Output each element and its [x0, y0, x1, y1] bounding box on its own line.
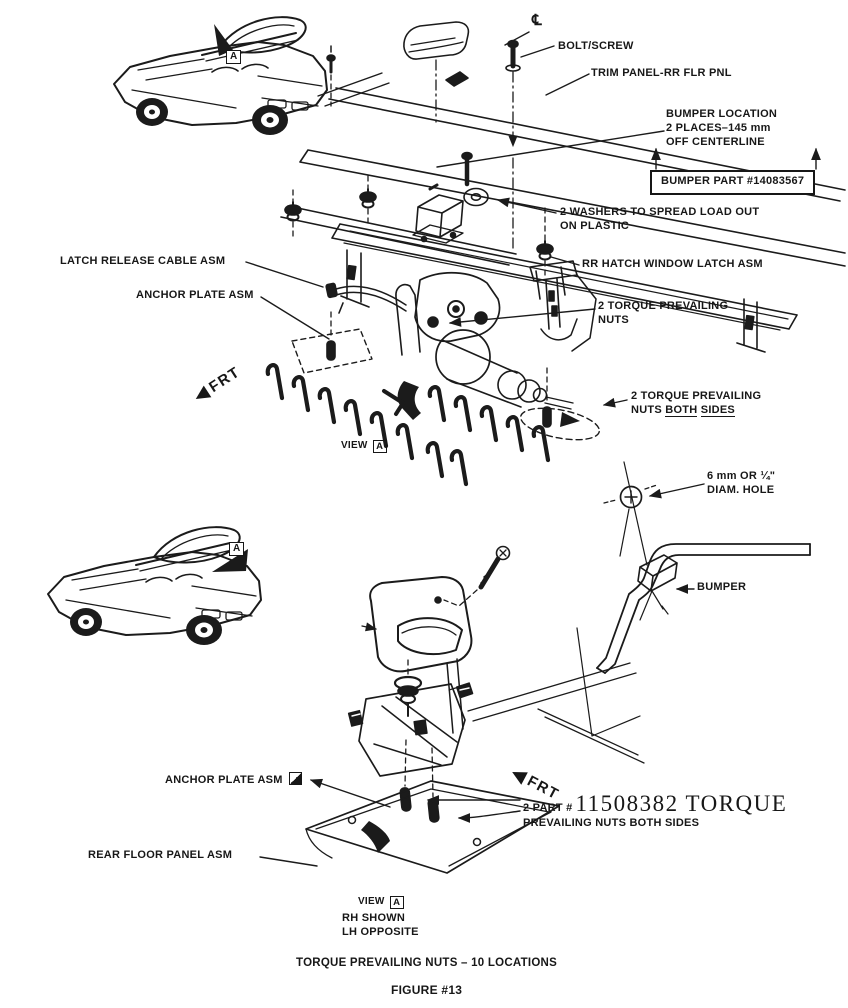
- bolt-screw-label: BOLT/SCREW: [558, 40, 634, 52]
- anchor-plate-callout-icon: [289, 772, 302, 785]
- car-illustration-top: [114, 17, 327, 135]
- view-a-box-bottom: A: [390, 896, 404, 909]
- lh-opposite-label: LH OPPOSITE: [342, 926, 419, 938]
- rh-shown-label: RH SHOWN: [342, 912, 406, 924]
- anchor-plate-label-bottom: ANCHOR PLATE ASM: [165, 772, 302, 788]
- bumper-part-number-box: BUMPER PART #14083567: [650, 170, 815, 195]
- rear-floor-panel-label: REAR FLOOR PANEL ASM: [88, 849, 233, 861]
- frt-direction-top: FRT: [191, 363, 245, 407]
- torque-nuts-label: 2 TORQUE PREVAILING NUTS: [598, 300, 729, 326]
- figure-caption: TORQUE PREVAILING NUTS – 10 LOCATIONS: [296, 957, 558, 969]
- part-number-torque-label: 2 PART # 11508382 TORQUE PREVAILING NUTS BOTH SIDES: [523, 791, 788, 829]
- view-a-caption-bottom: VIEW A: [358, 896, 404, 909]
- trim-panel-label: TRIM PANEL-RR FLR PNL: [591, 67, 732, 79]
- centerline-symbol: ℄: [532, 12, 542, 29]
- diam-hole-label: 6 mm OR ¼" DIAM. HOLE: [707, 470, 776, 496]
- bumper-detail: [597, 462, 810, 673]
- view-a-caption-top: VIEW A: [341, 440, 387, 453]
- part-number-text: 11508382 TORQUE: [575, 791, 788, 816]
- figure-number: FIGURE #13: [391, 983, 463, 997]
- view-a-callout-marker-top-car: A: [226, 50, 241, 64]
- view-a-callout-marker-bottom-car: A: [229, 542, 244, 556]
- bumper-location-label: BUMPER LOCATION 2 PLACES–145 mm OFF CENTERLINE: [666, 108, 778, 148]
- anchor-plate-label-top: ANCHOR PLATE ASM: [136, 289, 254, 301]
- frt-direction-bottom: FRT: [508, 764, 562, 805]
- bumper-label: BUMPER: [697, 581, 747, 593]
- torque-nuts-both-sides-label: 2 TORQUE PREVAILING NUTS BOTH SIDES: [631, 390, 762, 416]
- view-a-box-top: A: [373, 440, 387, 453]
- rr-hatch-window-latch-label: RR HATCH WINDOW LATCH ASM: [582, 258, 763, 270]
- latch-release-cable-label: LATCH RELEASE CABLE ASM: [60, 255, 226, 267]
- washers-label: 2 WASHERS TO SPREAD LOAD OUT ON PLASTIC: [560, 206, 760, 232]
